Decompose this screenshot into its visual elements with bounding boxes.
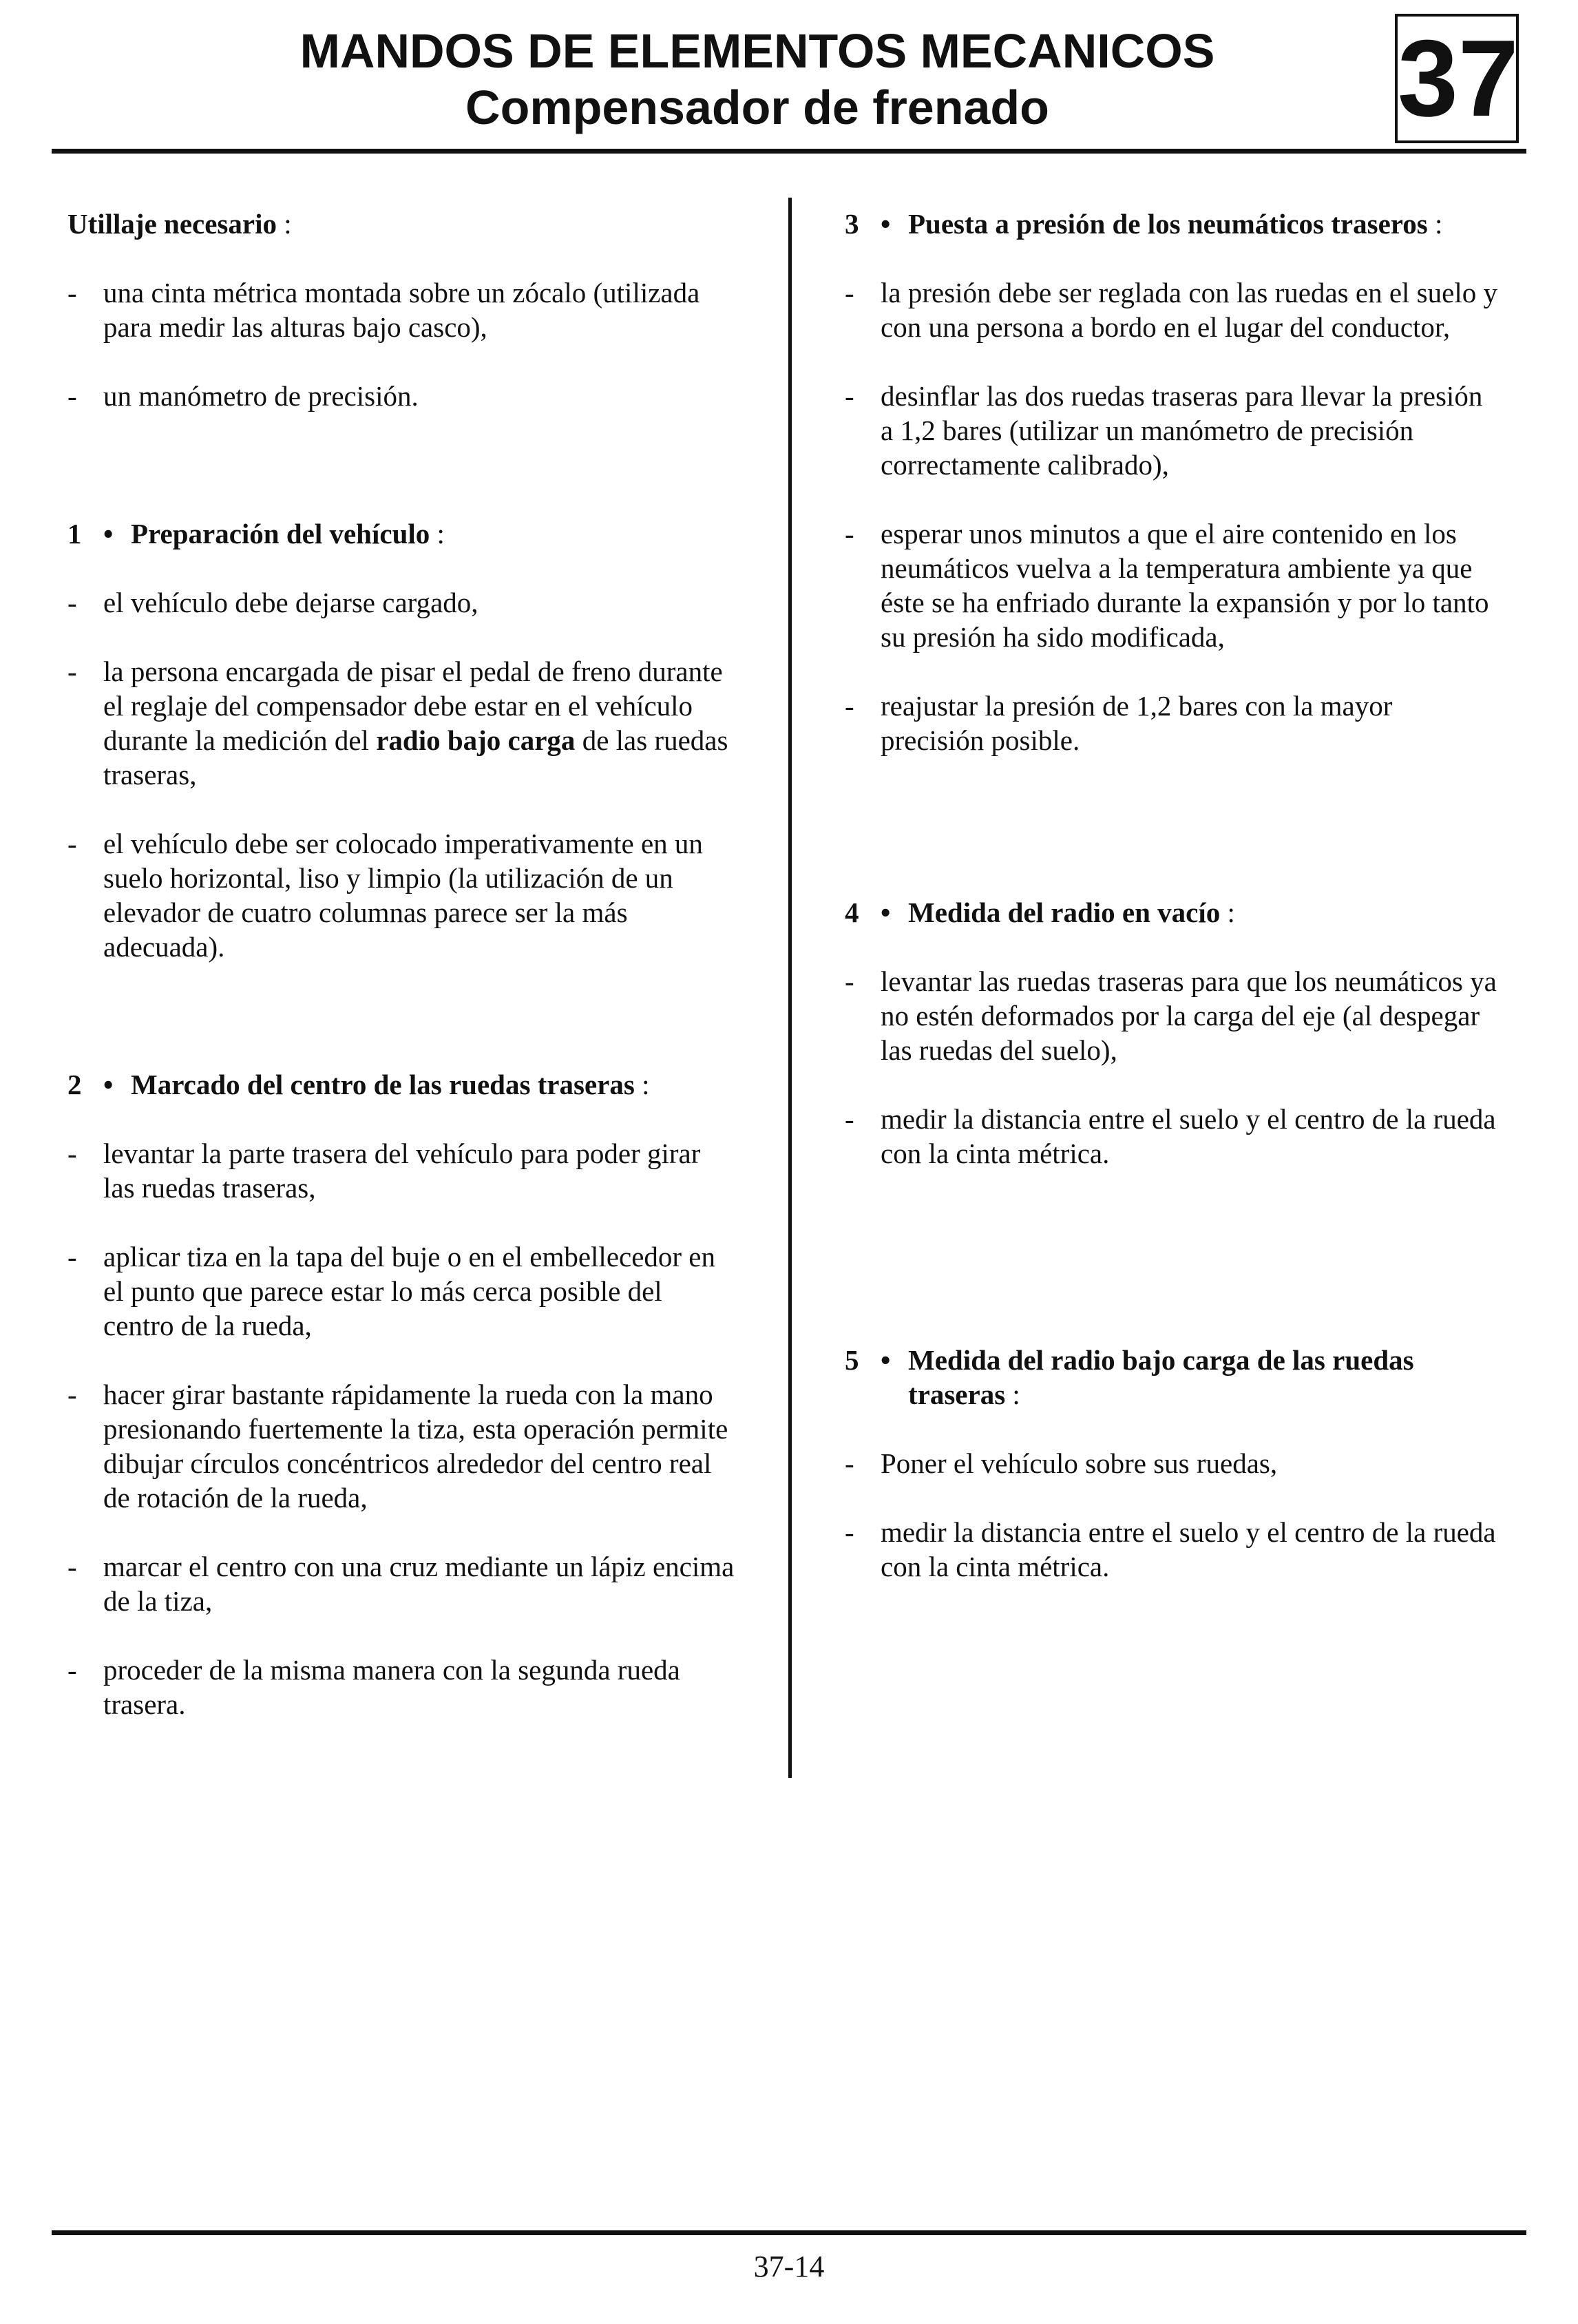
section-heading-2: 2 • Marcado del centro de las ruedas traseras :	[67, 1069, 650, 1100]
list-item-text: la persona encargada de pisar el pedal de freno durante el reglaje del compensador debe estar en el vehículo durante la medición del	[103, 656, 723, 756]
dash-marker: -	[845, 690, 854, 722]
section-number: 2	[67, 1069, 82, 1100]
list-item	[67, 1549, 735, 1618]
list-item-text: medir la distancia entre el suelo y el centro de la rueda con la cinta métrica.	[881, 1103, 1496, 1169]
list-item-text: hacer girar bastante rápidamente la rueda con la mano presionando fuertemente la tiza, esta operación permite dibujar círculos concéntricos alrededor del centro real de rotación de la rueda,	[103, 1379, 728, 1514]
list-item-text: la presión debe ser reglada con las ruedas en el suelo y con una persona a bordo en el lugar del conductor,	[881, 277, 1497, 343]
list-item-text: aplicar tiza en la tapa del buje o en el embellecedor en el punto que parece estar lo más cerca posible del centro de la rueda,	[103, 1241, 716, 1341]
list-item-text: Poner el vehículo sobre sus ruedas,	[881, 1447, 1278, 1479]
bullet-icon: •	[881, 208, 891, 240]
list-item-text: levantar las ruedas traseras para que los neumáticos ya no estén deformados por la carga del eje (al despegar las ruedas del suelo),	[881, 965, 1497, 1066]
list-item	[67, 1239, 735, 1343]
dash-marker: -	[845, 277, 854, 308]
bullet-icon: •	[103, 518, 114, 549]
list-item-text: reajustar la presión de 1,2 bares con la mayor precisión posible.	[881, 690, 1393, 756]
dash-marker: -	[67, 380, 77, 412]
list-item	[67, 654, 735, 792]
left-column	[67, 207, 735, 1721]
dash-marker: -	[67, 1551, 77, 1582]
section-number: 1	[67, 518, 82, 549]
section-title: Medida del radio en vacío	[908, 897, 1221, 928]
list-item	[845, 1515, 1499, 1584]
list-item-text-end: de las ruedas traseras,	[103, 724, 728, 791]
section-heading-4: 4 • Medida del radio en vacío :	[845, 897, 1235, 928]
dash-marker: -	[67, 277, 77, 308]
list-item-text: medir la distancia entre el suelo y el centro de la rueda con la cinta métrica.	[881, 1516, 1496, 1582]
dash-marker: -	[845, 518, 854, 549]
dash-marker: -	[845, 380, 854, 412]
list-item	[67, 275, 735, 344]
list-item-text: el vehículo debe dejarse cargado,	[103, 587, 478, 618]
section-heading-5: 5 • Medida del radio bajo carga de las ruedas traseras :	[845, 1344, 1414, 1410]
right-column	[845, 207, 1499, 1584]
dash-marker: -	[67, 828, 77, 859]
list-item	[845, 516, 1499, 654]
footer-rule	[52, 2230, 1526, 2235]
section-number: 3	[845, 208, 859, 240]
section-title: Puesta a presión de los neumáticos traseros	[908, 208, 1428, 240]
list-item-text: una cinta métrica montada sobre un zócalo (utilizada para medir las alturas bajo casco),	[103, 277, 700, 343]
list-item	[845, 275, 1499, 344]
tools-heading: Utillaje necesario	[67, 208, 277, 240]
list-item-text: proceder de la misma manera con la segunda rueda trasera.	[103, 1654, 680, 1720]
bullet-icon: •	[103, 1069, 114, 1100]
dash-marker: -	[67, 1654, 77, 1686]
dash-marker: -	[67, 656, 77, 687]
list-item-text: marcar el centro con una cruz mediante un lápiz encima de la tiza,	[103, 1551, 735, 1617]
section-heading-3: 3 • Puesta a presión de los neumáticos traseros :	[845, 208, 1443, 240]
dash-marker: -	[67, 1241, 77, 1273]
column-divider	[788, 198, 792, 1778]
list-item	[67, 379, 735, 413]
dash-marker: -	[845, 1103, 854, 1135]
list-item-text: esperar unos minutos a que el aire contenido en los neumáticos vuelva a la temperatura ambiente ya que éste se ha enfriado durante la expansión y por lo tanto su presión ha sido modificada,	[881, 518, 1489, 653]
section-title: Preparación del vehículo	[131, 518, 430, 549]
bullet-icon: •	[881, 1344, 891, 1376]
list-item	[67, 1136, 735, 1205]
dash-marker: -	[845, 1447, 854, 1479]
page-subtitle: Compensador de frenado	[465, 81, 1049, 134]
list-item-text: el vehículo debe ser colocado imperativamente en un suelo horizontal, liso y limpio (la utilización de un elevador de cuatro columnas parece ser la más adecuada).	[103, 828, 703, 963]
section-number: 5	[845, 1344, 859, 1376]
list-item	[845, 1102, 1499, 1171]
chapter-number-box: 37	[1395, 14, 1519, 143]
section-title: Marcado del centro de las ruedas traseras	[131, 1069, 635, 1100]
dash-marker: -	[67, 1379, 77, 1410]
list-item-emphasis: radio bajo carga	[376, 724, 576, 756]
list-item	[845, 379, 1499, 482]
header-rule	[52, 149, 1526, 154]
list-item	[845, 1446, 1499, 1480]
list-item-text: desinflar las dos ruedas traseras para llevar la presión a 1,2 bares (utilizar un manómetro de precisión correctamente calibrado),	[881, 380, 1483, 481]
dash-marker: -	[845, 1516, 854, 1548]
bullet-icon: •	[881, 897, 891, 928]
page-number: 37-14	[753, 2250, 825, 2283]
page-title: MANDOS DE ELEMENTOS MECANICOS	[299, 24, 1215, 78]
list-item-text: levantar la parte trasera del vehículo para poder girar las ruedas traseras,	[103, 1138, 701, 1204]
dash-marker: -	[67, 1138, 77, 1169]
list-item	[67, 585, 735, 620]
section-title: Medida del radio bajo carga de las ruedas traseras	[908, 1344, 1414, 1410]
section-number: 4	[845, 897, 859, 928]
dash-marker: -	[67, 587, 77, 618]
section-heading-1: 1 • Preparación del vehículo :	[67, 518, 445, 549]
list-item	[67, 1653, 735, 1721]
list-item	[845, 964, 1499, 1067]
list-item	[845, 689, 1499, 757]
list-item	[67, 826, 735, 964]
tools-heading-line: Utillaje necesario :	[67, 208, 292, 240]
dash-marker: -	[845, 965, 854, 997]
list-item	[67, 1377, 735, 1515]
list-item-text: un manómetro de precisión.	[103, 380, 419, 412]
